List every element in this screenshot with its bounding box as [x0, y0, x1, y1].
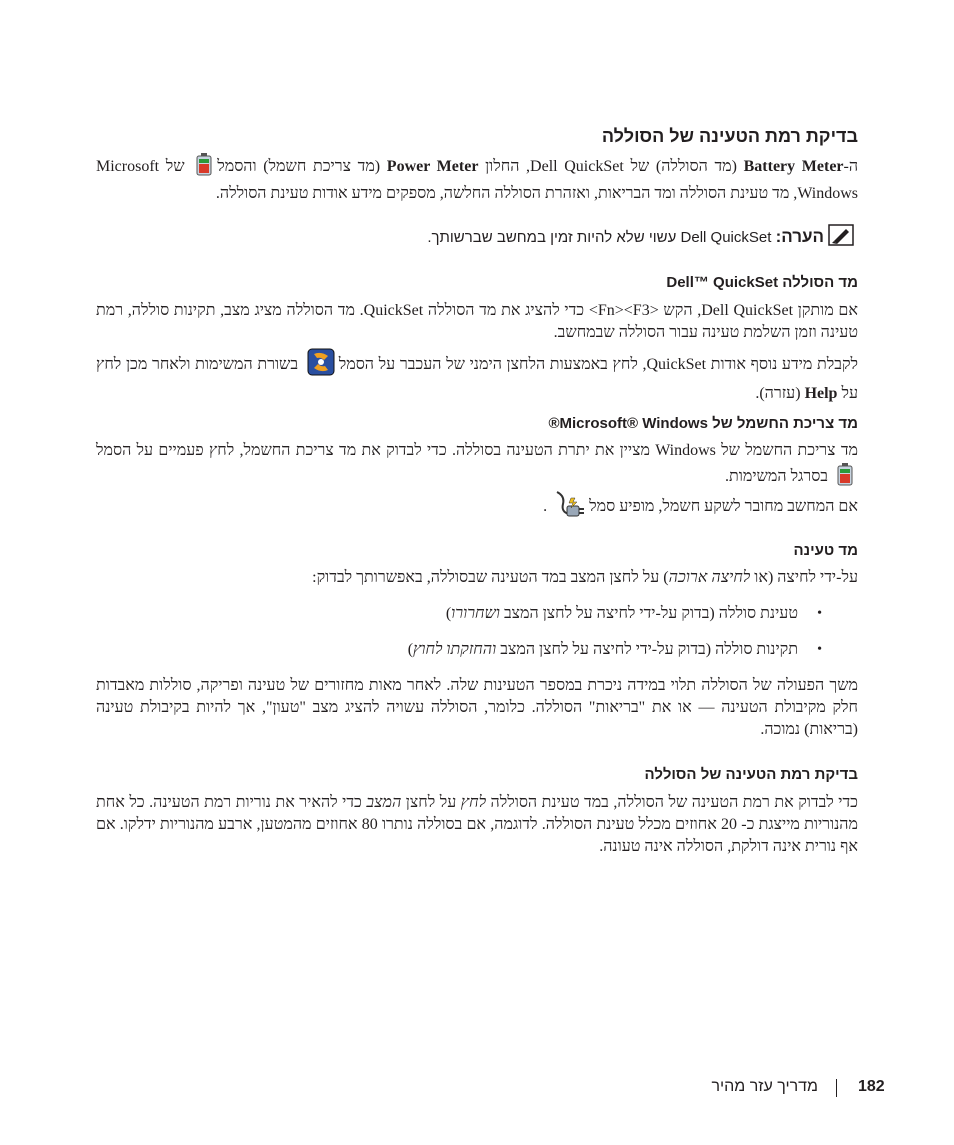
text-fragment: ) על לחצן המצב במד הטעינה שבסוללה, באפשרותך לבדוק: [312, 569, 669, 586]
text-fragment: (מד הסוללה) של Dell QuickSet, החלון [478, 158, 744, 176]
paragraph-quickset-help [96, 348, 858, 405]
footer-divider [836, 1079, 837, 1097]
list-item-battery-charge [96, 603, 858, 625]
text-fragment: (עזרה). [755, 385, 805, 402]
battery-icon [836, 462, 854, 493]
term-status: המצב [366, 794, 402, 811]
guide-name: מדריך עזר מהיר [711, 1078, 818, 1095]
text-fragment: ) [445, 605, 452, 622]
note [96, 224, 858, 253]
text-fragment: כדי להאיר את נוריות רמת הטעינה. כל אחת מהנוריות מייצגת כ- 20 אחוזים מכלל טעינת הסוללה. לדוגמה, אם בסוללה נותרו 80 אחוזים מהמטען, ארבע מהנוריות ידלקו. אם אף נורית אינה דולקת, הסוללה אינה טעונה. [96, 794, 858, 855]
paragraph-windows-power [96, 440, 858, 493]
note-pencil-icon [828, 224, 854, 253]
text-fragment: של Microsoft Windows, מד טעינת הסוללה ומד הבריאות, ואזהרת הסוללה החלשה, מספקים מידע אודות טעינת הסוללה. [96, 158, 858, 202]
paragraph-battery-life: משך הפעולה של הסוללה תלוי במידה ניכרת במספר הטעינות שלה. לאחר מאות מחזורים של טעינה ופריקה, סוללות מאבדות חלק מקיבולת הטעינה — או את "בריאות" הסוללה. כלומר, הסוללה עשויה להציג מצב "טעון", אך להיות בקיבולת טעינה (בריאות) נמוכה. [96, 677, 858, 738]
term-power-meter: Power Meter [386, 158, 479, 176]
text-fragment: על לחצן [401, 794, 461, 811]
text-fragment: ) [407, 641, 414, 658]
section-title-battery-check: בדיקת רמת הטעינה של הסוללה [601, 126, 858, 146]
term-battery-meter: Battery Meter [743, 158, 844, 176]
text-fragment: ה- [843, 158, 859, 176]
bullet: • [817, 642, 822, 657]
text-fragment: על-ידי לחיצה (או [750, 569, 858, 586]
term-help: Help [804, 385, 838, 402]
text-fragment: טעינת סוללה (בדוק על-ידי לחיצה על לחצן המצב [499, 605, 798, 622]
paragraph-check-charge-level [96, 792, 858, 858]
list-item-battery-health [96, 639, 858, 661]
text-fragment: . [543, 498, 552, 516]
paragraph-quickset: אם מותקן Dell QuickSet, הקש <Fn><F3> כדי להציג את מד הסוללה QuickSet. מד הסוללה מציג מצב, תקינות סוללה, רמת טעינה וזמן השלמת טעינה עבור הסוללה שבמחשב. [96, 302, 859, 341]
paragraph-charge-gauge-intro [96, 567, 858, 589]
term-press: לחץ [460, 794, 487, 811]
bullet: • [817, 606, 822, 621]
text-fragment: בשורת המשימות ולאחר מכן לחץ על [96, 356, 858, 402]
section-title-windows-power-meter: מד צריכת החשמל של Microsoft® Windows® [548, 415, 858, 432]
paragraph-battery-meter [96, 152, 858, 205]
page-number: 182 [858, 1078, 885, 1095]
text-fragment: אם המחשב מחובר לשקע חשמל, מופיע סמל [589, 498, 858, 516]
section-title-quickset-meter: מד הסוללה Dell™ QuickSet [666, 274, 858, 291]
quickset-icon [307, 348, 335, 383]
text-fragment: (מד צריכת חשמל) והסמל [217, 158, 387, 176]
note-label: הערה: [775, 226, 824, 246]
text-fragment: מד צריכת החשמל של Windows מציין את יתרת הטעינה בסוללה. כדי לבדוק את מד צריכת החשמל, לחץ פעמיים על הסמל [96, 442, 858, 459]
ac-plug-icon [555, 490, 585, 525]
paragraph-ac-power [96, 490, 858, 525]
battery-icon [195, 152, 213, 183]
term-long-press: לחיצה ארוכה [668, 569, 751, 586]
section-title-check-charge-level: בדיקת רמת הטעינה של הסוללה [644, 766, 858, 783]
section-title-charge-gauge: מד טעינה [793, 542, 858, 559]
text-fragment: כדי לבדוק את רמת הטעינה של הסוללה, במד טעינת הסוללה [486, 794, 859, 811]
term-release: ושחרורו [451, 605, 500, 622]
text-fragment: בסרגל המשימות. [725, 468, 832, 486]
term-hold-pressed: והחזקתו לחוץ [413, 641, 497, 658]
text-fragment: לקבלת מידע נוסף אודות QuickSet, לחץ באמצעות הלחצן הימני של העכבר על הסמל [338, 356, 859, 374]
text-fragment: תקינות סוללה (בדוק על-ידי לחיצה על לחצן המצב [496, 641, 798, 658]
note-text: Dell QuickSet עשוי שלא להיות זמין במחשב שברשותך. [427, 228, 776, 246]
